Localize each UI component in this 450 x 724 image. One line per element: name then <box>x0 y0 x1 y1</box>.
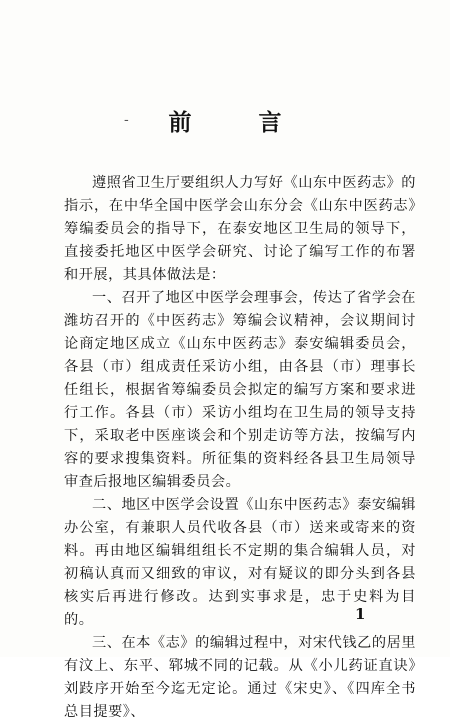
stray-mark: - <box>124 112 129 128</box>
paragraph-1: 一、召开了地区中医学会理事会，传达了省学会在潍坊召开的《中医药志》筹编会议精神，会议期间讨论商定地区成立《山东中医药志》泰安编辑委员会，各县（市）组成责任采访小组，由各县（市）理事长任组长，根据省筹编委员会拟定的编写方案和要求进行工作。各县（市）采访小组均在卫生局的领导支持下，采取老中医座谈会和个别走访等方法，按编写内容的要求搜集资料。所征集的资料经各县卫生局领导审查后报地区编辑委员会。 <box>64 290 416 490</box>
page-title: 前 言 <box>168 109 304 136</box>
document-body <box>64 172 416 724</box>
paragraph-3: 三、在本《志》的编辑过程中，对宋代钱乙的居里有汶上、东平、郓城不同的记载。从《小儿药证直诀》刘跂序开始至今迄无定论。通过《宋史》、《四库全书总目提要》、 <box>64 635 416 720</box>
paragraph-intro: 遵照省卫生厅要组织人力写好《山东中医药志》的指示，在中华全国中医学会山东分会《山东中医药志》筹编委员会的指导下，在泰安地区卫生局的领导下，直接委托地区中医学会研究、讨论了编写工作的布署和开展，其具体做法是： <box>64 175 416 283</box>
paragraph-2: 二、地区中医学会设置《山东中医药志》泰安编辑办公室，有兼职人员代收各县（市）送来或寄来的资料。再由地区编辑组组长不定期的集合编辑人员，对初稿认真而又细致的审议，对有疑议的即分头到各县核实后再进行修改。达到实事求是，忠于史料为目的。 <box>64 497 416 628</box>
page-number: 1 <box>355 605 366 623</box>
